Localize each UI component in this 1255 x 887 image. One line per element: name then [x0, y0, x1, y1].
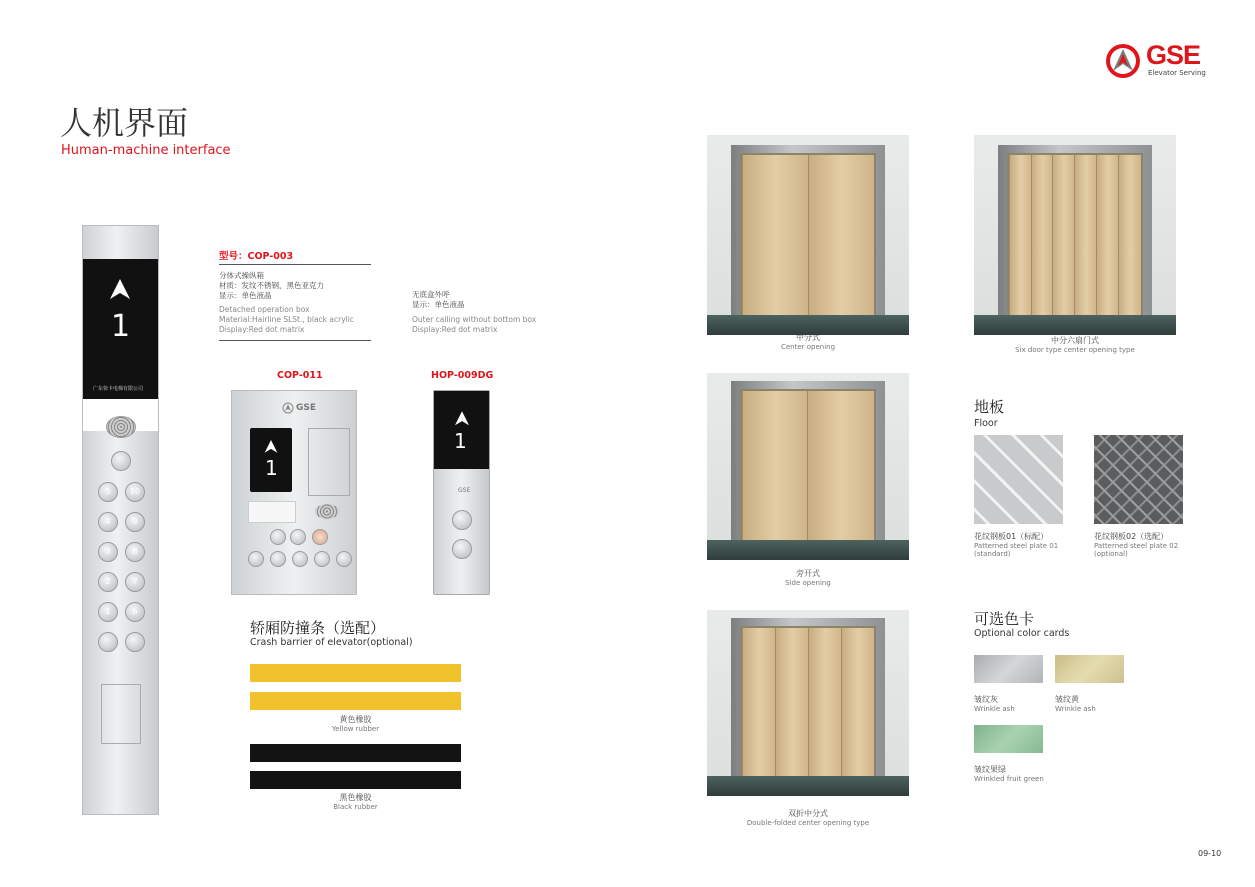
page-subtitle: Human-machine interface [61, 143, 231, 158]
gse-small-logo-icon [282, 402, 294, 414]
cop003-en-1: Detached operation box [219, 305, 310, 314]
black-rubber-strip-2 [250, 771, 461, 789]
crash-barrier-title: 轿厢防撞条（选配） [250, 619, 386, 637]
arrow-up-icon [455, 411, 469, 427]
hop-en-1: Outer calling without bottom box [412, 315, 537, 324]
floor-plate-01-swatch [974, 435, 1063, 524]
main-company-label: 广东快卡电梯有限公司 [93, 386, 144, 392]
cop011-alarm-button[interactable] [312, 529, 328, 545]
floor-plate-02-swatch [1094, 435, 1183, 524]
door-six-leaf [974, 135, 1176, 335]
colors-subtitle: Optional color cards [974, 628, 1070, 639]
yellow-rubber-strip-2 [250, 692, 461, 710]
cop003-en-3: Display:Red dot matrix [219, 325, 305, 334]
floor-button-10[interactable]: 10 [125, 482, 145, 502]
cop011-speaker [315, 504, 339, 519]
cop003-model: 型号：COP-003 [219, 251, 294, 262]
page-title: 人机界面 [60, 104, 189, 142]
cop003-en-2: Material:Hairline SLSt., black acrylic [219, 315, 354, 324]
floor-button-2[interactable]: 2 [98, 572, 118, 592]
crash-barrier-subtitle: Crash barrier of elevator(optional) [250, 637, 413, 648]
cop011-door-close-button[interactable] [290, 529, 306, 545]
color-card-3-caption: 皱纹果绿 Wrinkled fruit green [974, 765, 1044, 783]
floor-button-1[interactable]: 1 [98, 602, 118, 622]
color-card-1-caption: 皱纹灰 Wrinkle ash [974, 695, 1015, 713]
hop009-label: HOP-009DG [431, 370, 494, 381]
cop011-floor-number: 1 [265, 456, 278, 480]
hop009-panel [433, 390, 490, 595]
floor-button-6[interactable]: 6 [125, 602, 145, 622]
cop003-zh-2: 材质：发纹不锈钢，黑色亚克力 [219, 281, 324, 290]
door-open-button[interactable] [98, 632, 118, 652]
main-floor-number: 1 [111, 309, 131, 344]
floor-plate-01-caption: 花纹钢板01（标配） Patterned steel plate 01 (standard) [974, 532, 1059, 558]
color-card-2-caption: 皱纹黄 Wrinkle ash [1055, 695, 1096, 713]
cop011-label: COP-011 [277, 370, 323, 381]
floor-subtitle: Floor [974, 418, 998, 429]
cop003-desc [219, 248, 371, 341]
yellow-rubber-strip-1 [250, 664, 461, 682]
hop-zh-1: 无底盒外呼 [412, 290, 450, 299]
cop011-brand: GSE [296, 403, 317, 413]
hop009-display [434, 391, 489, 469]
hop009-floor-number: 1 [454, 429, 467, 453]
floor-button-7[interactable]: 7 [125, 572, 145, 592]
hop-en-2: Display:Red dot matrix [412, 325, 498, 334]
cop011-display [250, 428, 292, 492]
color-card-fruit-green [974, 725, 1043, 753]
floor-button-3[interactable]: 3 [98, 542, 118, 562]
door-close-button[interactable] [125, 632, 145, 652]
cop003-rule-bottom [219, 340, 371, 341]
black-rubber-strip-1 [250, 744, 461, 762]
cop011-button-3[interactable] [292, 551, 308, 567]
black-rubber-caption: 黑色橡胶 Black rubber [333, 793, 378, 811]
hop009-down-button[interactable] [452, 539, 472, 559]
yellow-rubber-caption: 黄色橡胶 Yellow rubber [331, 715, 380, 733]
cop011-cabinet [308, 428, 350, 496]
door-side-opening [707, 373, 909, 560]
cop011-button-4[interactable] [314, 551, 330, 567]
floor-button-8[interactable]: 8 [125, 542, 145, 562]
alarm-button[interactable] [111, 451, 131, 471]
floor-button-5[interactable]: 5 [98, 482, 118, 502]
colors-title: 可选色卡 [974, 610, 1035, 628]
color-card-wrinkle-yellow [1055, 655, 1124, 683]
service-cabinet [101, 684, 141, 744]
cop011-door-open-button[interactable] [270, 529, 286, 545]
hop-desc [412, 290, 536, 335]
main-cop-display [83, 259, 158, 399]
color-card-wrinkle-ash [974, 655, 1043, 683]
gse-logo-icon [1104, 42, 1142, 80]
cop011-info-plate [248, 501, 296, 523]
cop011-button-1[interactable] [248, 551, 264, 567]
logo-tagline: Elevator Serving [1148, 69, 1206, 77]
hop009-brand: GSE [458, 487, 471, 494]
logo-brand: GSE [1146, 40, 1201, 70]
floor-button-4[interactable]: 4 [98, 512, 118, 532]
door-six-caption: 中分六扇门式 Six door type center opening type [1015, 336, 1135, 354]
logo [1104, 42, 1214, 82]
page-number: 09-10 [1198, 849, 1222, 858]
door-side-caption: 旁开式 Side opening [785, 569, 831, 587]
cop011-panel [231, 390, 357, 595]
door-center-opening [707, 135, 909, 335]
floor-button-9[interactable]: 9 [125, 512, 145, 532]
arrow-up-icon [264, 440, 278, 454]
main-cop-panel [82, 225, 159, 815]
cop003-rule-top [219, 264, 371, 265]
cop003-zh-1: 分体式操纵箱 [219, 271, 264, 280]
arrow-up-icon [110, 279, 130, 301]
hop-zh-2: 显示：单色液晶 [412, 300, 465, 309]
hop009-up-button[interactable] [452, 510, 472, 530]
floor-title: 地板 [974, 398, 1005, 416]
door-double-caption: 双折中分式 Double-folded center opening type [746, 809, 870, 827]
cop003-zh-3: 显示：单色液晶 [219, 291, 272, 300]
door-double-folded [707, 610, 909, 796]
door-center-caption: 中分式 Center opening [780, 333, 836, 351]
cop011-button-2[interactable] [270, 551, 286, 567]
floor-plate-02-caption: 花纹钢板02（选配） Patterned steel plate 02 (optional) [1094, 532, 1179, 558]
speaker-grille [106, 416, 136, 438]
cop011-button-5[interactable] [336, 551, 352, 567]
